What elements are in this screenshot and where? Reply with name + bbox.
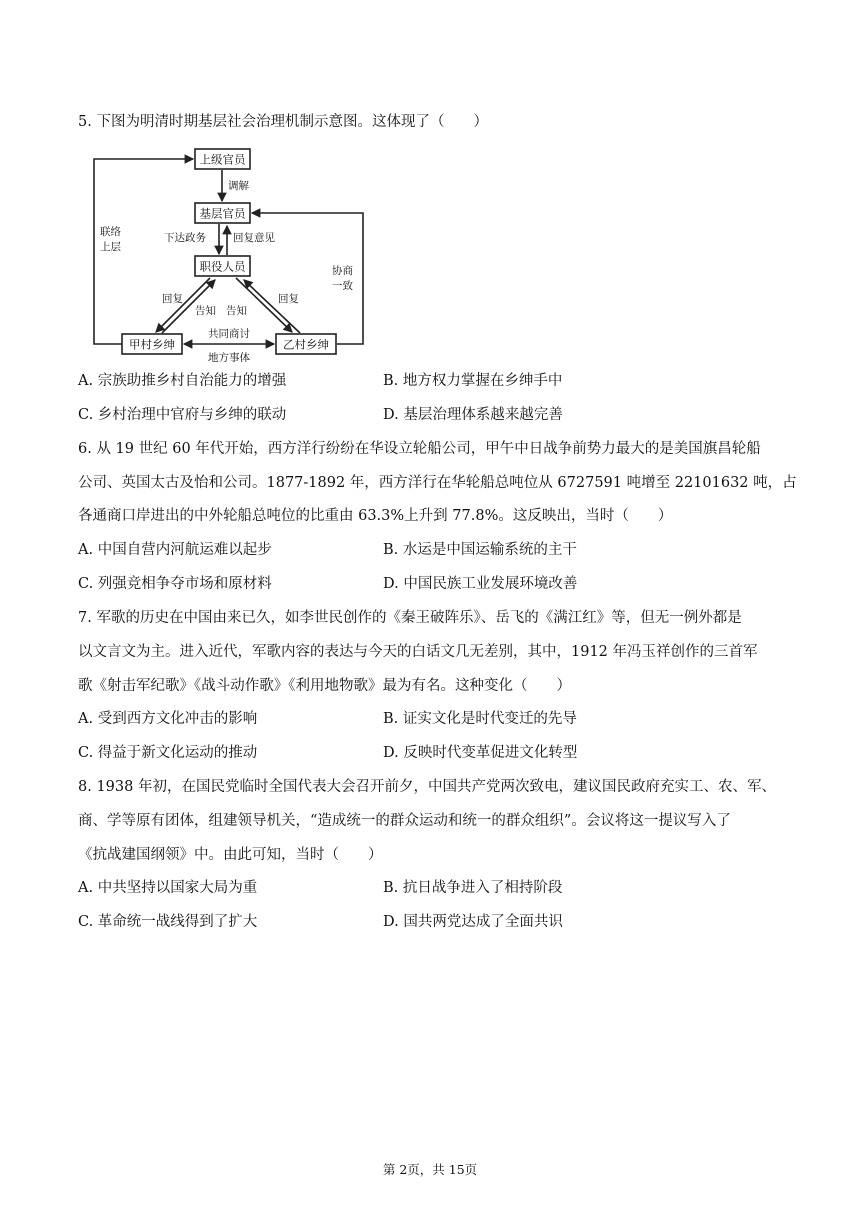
label-inform-left: 告知	[195, 305, 216, 317]
q6-stem-line-1: 6. 从 19 世纪 60 年代开始，西方洋行纷纷在华设立轮船公司，甲午中日战争前势力最大的是美国旗昌轮船	[78, 441, 761, 457]
q5-governance-diagram	[88, 142, 373, 362]
q7-stem-line-1: 7. 军歌的历史在中国由来已久，如李世民创作的《秦王破阵乐》、岳飞的《满江红》等，但无一例外都是	[78, 610, 742, 626]
box-village-b-label: 乙村乡绅	[283, 337, 329, 352]
q8-stem-line-2: 商、学等原有团体，组建领导机关，“造成统一的群众运动和统一的群众组织”。会议将这一提议写入了	[78, 813, 731, 829]
label-reply-left: 回复	[162, 293, 183, 305]
q7-option-d: D. 反映时代变革促进文化转型	[383, 745, 578, 761]
label-mediate: 调解	[228, 180, 249, 192]
box-village-a-label: 甲村乡绅	[129, 337, 175, 352]
q6-option-a: A. 中国自营内河航运难以起步	[78, 542, 272, 558]
label-consult-1: 协商	[332, 265, 353, 277]
label-issue-affairs: 下达政务	[164, 232, 206, 244]
q8-stem-line-3: 《抗战建国纲领》中。由此可知，当时（ ）	[78, 847, 383, 863]
q6-option-b: B. 水运是中国运输系统的主干	[383, 542, 577, 558]
box-upper-official-label: 上级官员	[199, 152, 246, 167]
label-joint-discussion: 共同商讨	[208, 328, 250, 340]
q6-option-c: C. 列强竞相争夺市场和原材料	[78, 576, 272, 592]
q6-stem-line-3: 各通商口岸进出的中外轮船总吨位的比重由 63.3%上升到 77.8%。这反映出，当时（ ）	[78, 508, 673, 524]
q7-option-b: B. 证实文化是时代变迁的先导	[383, 711, 577, 727]
q7-stem-line-3: 歌《射击军纪歌》《战斗动作歌》《利用地物歌》最为有名。这种变化（ ）	[78, 678, 571, 694]
q5-stem: 5. 下图为明清时期基层社会治理机制示意图。这体现了（ ）	[78, 114, 488, 130]
q8-option-c: C. 革命统一战线得到了扩大	[78, 914, 258, 930]
label-local-affairs: 地方事体	[208, 352, 250, 362]
box-staff-label: 职役人员	[199, 259, 246, 274]
q8-stem-line-1: 8. 1938 年初，在国民党临时全国代表大会召开前夕，中国共产党两次致电，建议国民政府充实工、农、军、	[78, 779, 776, 795]
label-inform-right: 告知	[226, 305, 247, 317]
q8-option-d: D. 国共两党达成了全面共识	[383, 914, 563, 930]
label-contact-1: 联络	[100, 226, 121, 238]
page-number: 第 2页，共 15页	[382, 1162, 478, 1177]
label-contact-2: 上层	[100, 241, 121, 253]
q7-stem-line-2: 以文言文为主。进入近代，军歌内容的表达与今天的白话文几无差别，其中，1912 年冯玉祥创作的三首军	[78, 644, 758, 660]
q7-option-c: C. 得益于新文化运动的推动	[78, 745, 258, 761]
q8-option-a: A. 中共坚持以国家大局为重	[78, 880, 258, 896]
label-reply-right: 回复	[278, 293, 299, 305]
box-local-official-label: 基层官员	[199, 206, 246, 221]
label-reply-opinion: 回复意见	[233, 232, 275, 244]
q5-option-d: D. 基层治理体系越来越完善	[383, 407, 563, 423]
q5-option-a: A. 宗族助推乡村自治能力的增强	[78, 373, 287, 389]
label-consult-2: 一致	[332, 280, 353, 292]
q7-option-a: A. 受到西方文化冲击的影响	[78, 711, 258, 727]
q8-option-b: B. 抗日战争进入了相持阶段	[383, 880, 563, 896]
q5-option-b: B. 地方权力掌握在乡绅手中	[383, 373, 563, 389]
q5-option-c: C. 乡村治理中官府与乡绅的联动	[78, 407, 287, 423]
q6-option-d: D. 中国民族工业发展环境改善	[383, 576, 578, 592]
q6-stem-line-2: 公司、英国太古及怡和公司。1877-1892 年，西方洋行在华轮船总吨位从 6727591 吨增至 22101632 吨，占	[78, 475, 797, 491]
